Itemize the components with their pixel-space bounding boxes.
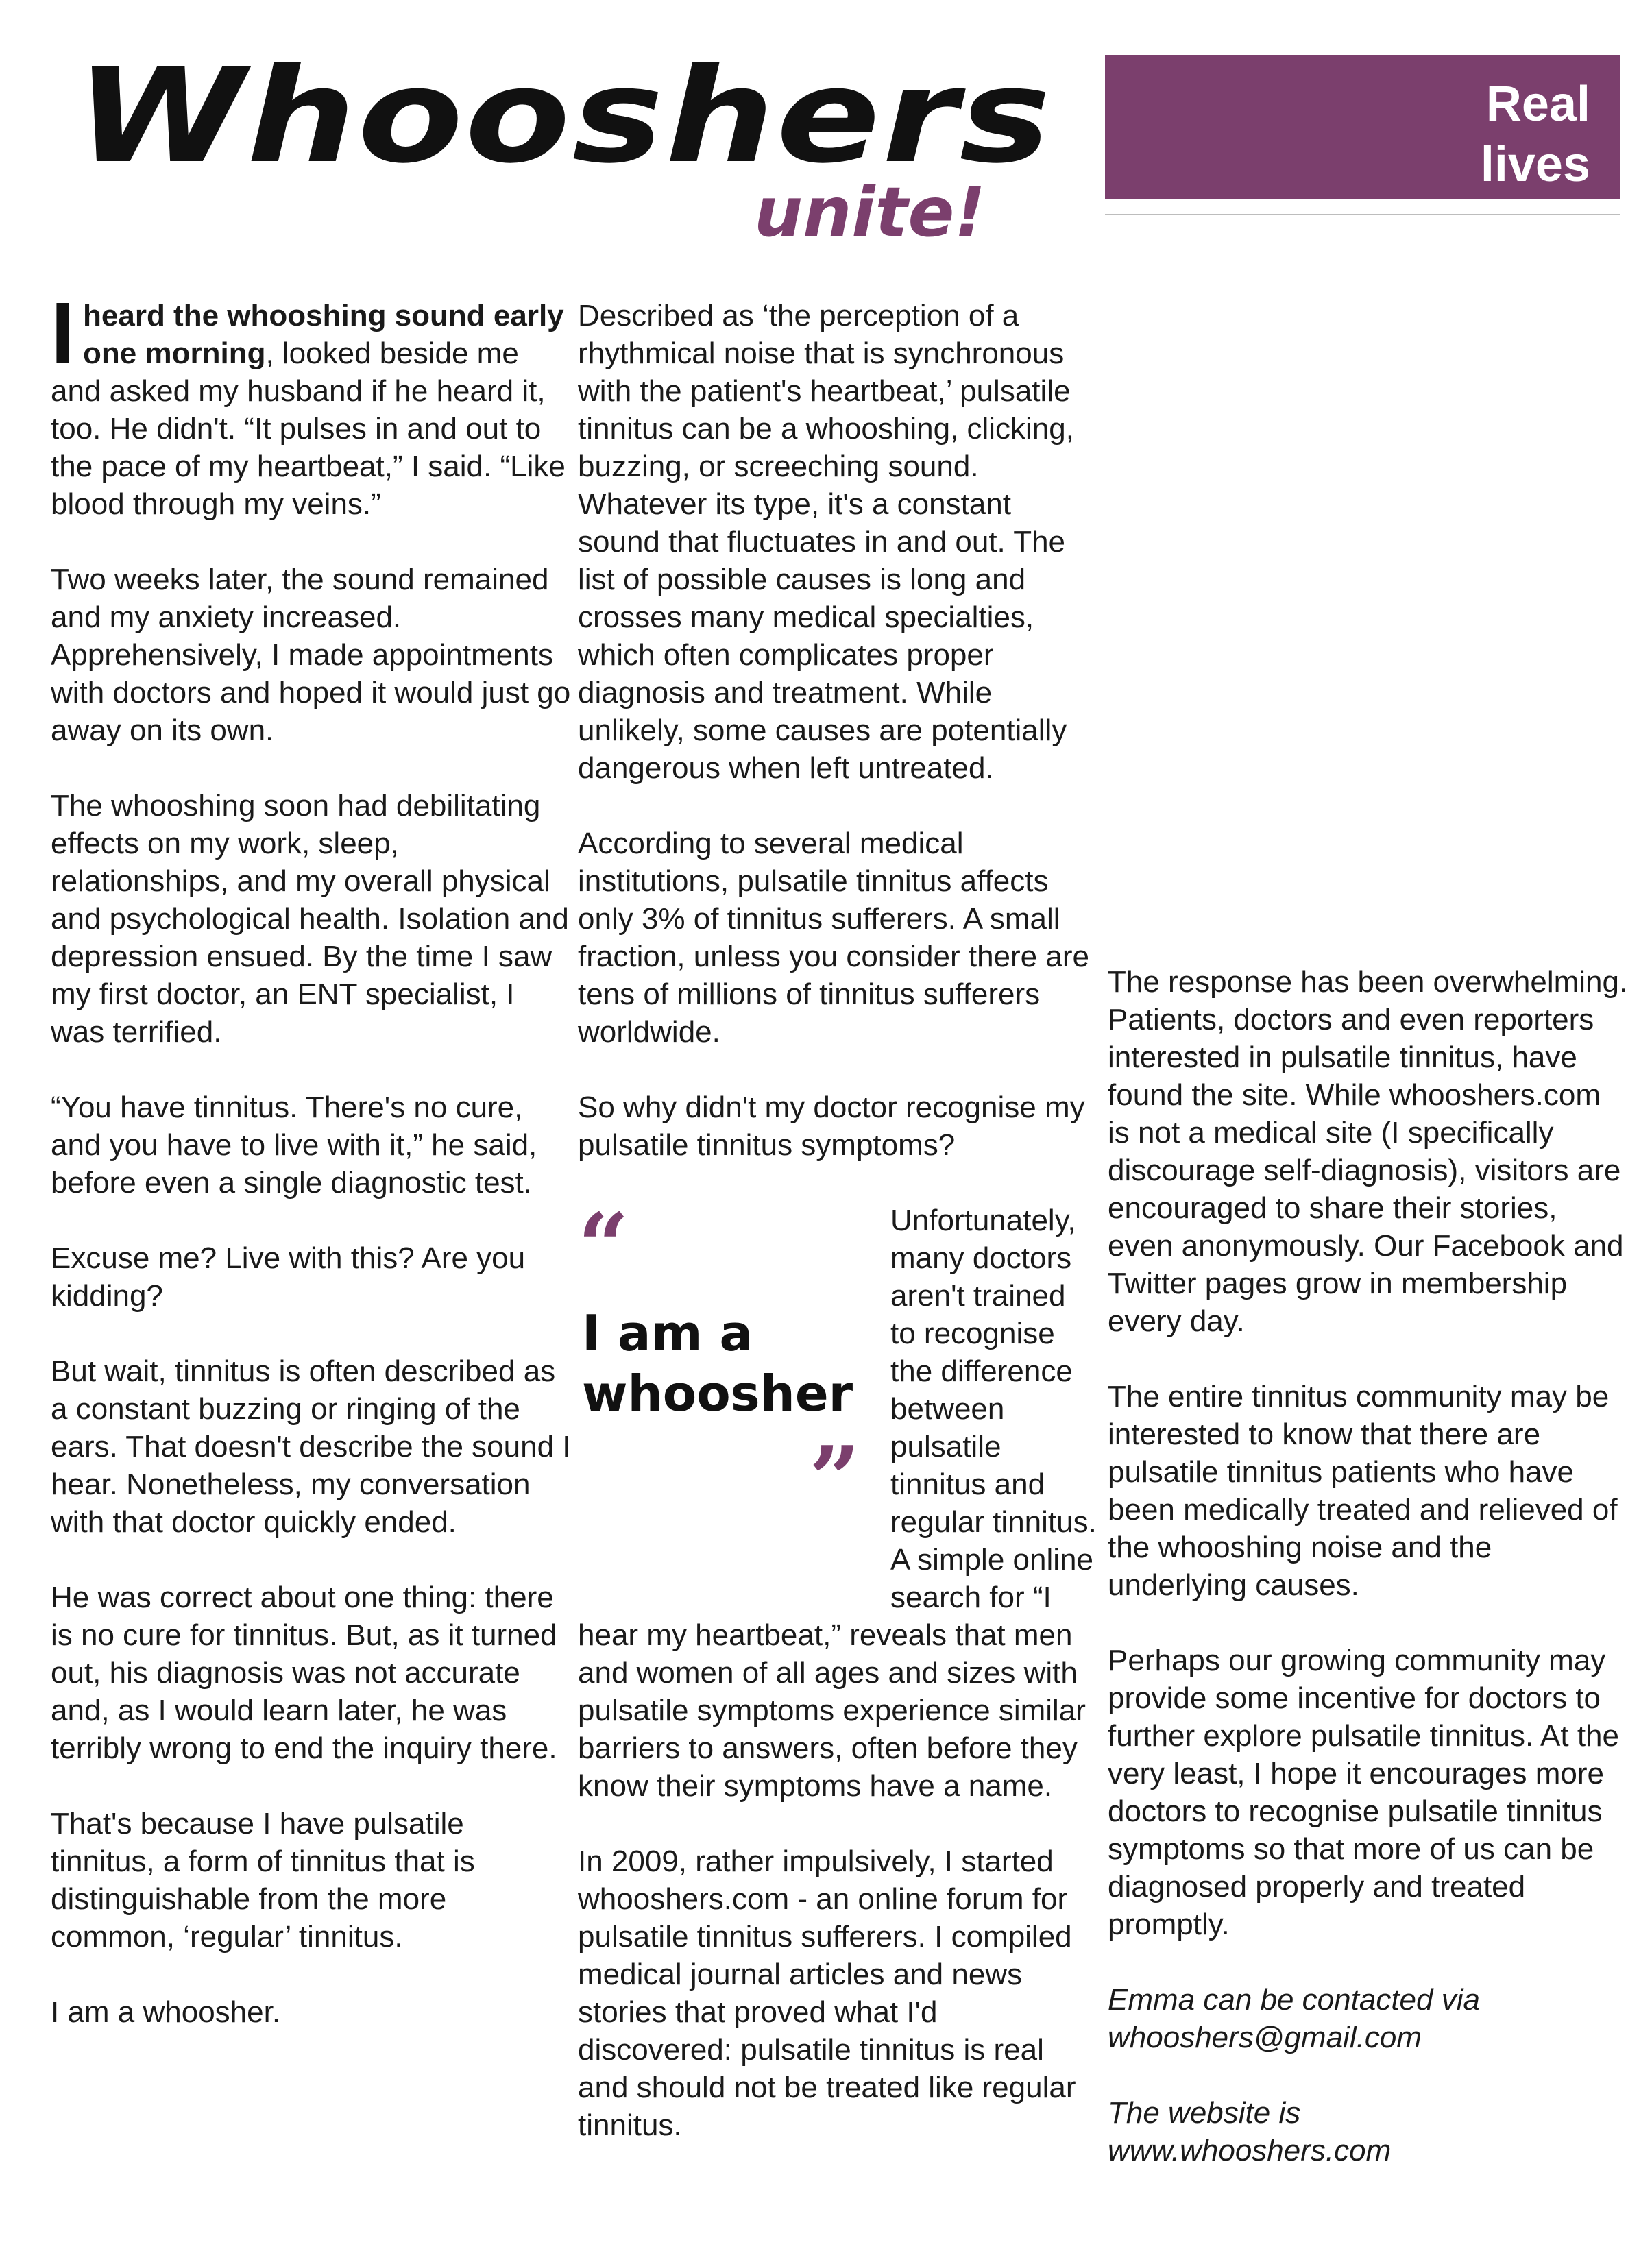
drop-cap: I (51, 284, 75, 381)
paragraph: I am a whoosher. (51, 1995, 281, 2029)
paragraph: Two weeks later, the sound remained and my anxiety increased. Apprehensively, I made appointments with doctors and hoped it would just go away on its own. (51, 563, 571, 747)
article-title: Whooshers (75, 40, 1053, 192)
open-quote-icon: “ (578, 1193, 629, 1298)
paragraph: The entire tinnitus community may be interested to know that there are pulsatile tinnitus patients who have been medically treated and relieved of the whooshing noise and the underlying causes. (1108, 1380, 1618, 1602)
contact-info (1108, 1981, 1629, 2056)
paragraph: Perhaps our growing community may provide some incentive for doctors to further explore pulsatile tinnitus. At the very least, I hope it encourages more doctors to recognise pulsatile tinnitus symptoms so that more of us can be diagnosed properly and treated promptly. (1108, 1644, 1619, 1941)
section-tab (1105, 55, 1620, 199)
paragraph: So why didn't my doctor recognise my pulsatile tinnitus symptoms? (578, 1091, 1085, 1162)
column-1 (51, 284, 572, 2069)
contact-label: Emma can be contacted via (1108, 1983, 1480, 2017)
paragraph: In 2009, rather impulsively, I started whooshers.com - an online forum for pulsatile tinnitus sufferers. I compiled medical journal articles and news stories that proved what I'd discovered: pulsatile tinnitus is real and should not be treated like regular tinnitus. (578, 1845, 1076, 2142)
paragraph: “You have tinnitus. There's no cure, and you have to live with it,” he said, before even a single diagnostic test. (51, 1091, 537, 1200)
paragraph: Described as ‘the perception of a rhythmical noise that is synchronous with the patient's heartbeat,’ pulsatile tinnitus can be a whooshing, clicking, buzzing, or screeching sound. Whatever its type, it's a constant sound that fluctuates in and out. The list of possible causes is long and crosses many medical specialties, which often complicates proper diagnosis and treatment. While unlikely, some causes are potentially dangerous when left untreated. (578, 299, 1074, 785)
pull-quote (578, 1193, 874, 1592)
paragraph: That's because I have pulsatile tinnitus, a form of tinnitus that is distinguishable from the more common, ‘regular’ tinnitus. (51, 1807, 475, 1954)
close-quote-icon: ” (809, 1426, 860, 1531)
contact-email[interactable]: whooshers@gmail.com (1108, 2021, 1422, 2054)
column-2 (578, 297, 1099, 2182)
section-rule (1105, 214, 1620, 215)
section-tab-line-1: Real (1485, 77, 1590, 132)
paragraph: The response has been overwhelming. Patients, doctors and even reporters interested in pulsatile tinnitus, have found the site. While whooshers.com is not a medical site (I specifically discourage self-diagnosis), visitors are encouraged to share their stories, even anonymously. Our Facebook and Twitter pages grow in membership every day. (1108, 965, 1628, 1338)
paragraph: The whooshing soon had debilitating effects on my work, sleep, relationships, and my overall physical and psychological health. Isolation and depression ensued. By the time I saw my first doctor, an ENT specialist, I was terrified. (51, 789, 569, 1049)
lead-bold-text: heard the whooshing sound early one morning (83, 299, 564, 370)
pullquote-wrap (578, 1193, 1099, 1805)
pull-quote-text: I am a whoosher (582, 1304, 853, 1422)
paragraph: He was correct about one thing: there is no cure for tinnitus. But, as it turned out, his diagnosis was not accurate and, as I would learn later, he was terribly wrong to end the inquiry there. (51, 1581, 557, 1765)
column-3 (1108, 963, 1629, 2207)
paragraph: According to several medical institutions, pulsatile tinnitus affects only 3% of tinnitus sufferers. A small fraction, unless you consider there are tens of millions of tinnitus sufferers worldwide. (578, 827, 1089, 1049)
section-tab-line-2: lives (1480, 137, 1590, 192)
paragraph: Excuse me? Live with this? Are you kidding? (51, 1241, 526, 1313)
website-url[interactable]: www.whooshers.com (1108, 2134, 1392, 2167)
website-info (1108, 2094, 1629, 2169)
website-label: The website is (1108, 2096, 1301, 2130)
article-subtitle: unite! (754, 172, 986, 252)
lead-paragraph (51, 284, 572, 523)
paragraph: But wait, tinnitus is often described as a constant buzzing or ringing of the ears. That doesn't describe the sound I hear. Nonetheless, my conversation with that doctor quickly ended. (51, 1354, 571, 1539)
paragraph: Unfortunately, many doctors aren't trained to recognise the difference between pulsatile tinnitus and regular tinnitus. A simple online search for “I hear my heartbeat,” reveals that men and women of all ages and sizes with pulsatile symptoms experience similar barriers to answers, often before they know their symptoms have a name. (578, 1204, 1097, 1803)
lead-text: , looked beside me and asked my husband if he heard it, too. He didn't. “It pulses in and out to the pace of my heartbeat,” I said. “Like blood through my veins.” (51, 337, 566, 521)
